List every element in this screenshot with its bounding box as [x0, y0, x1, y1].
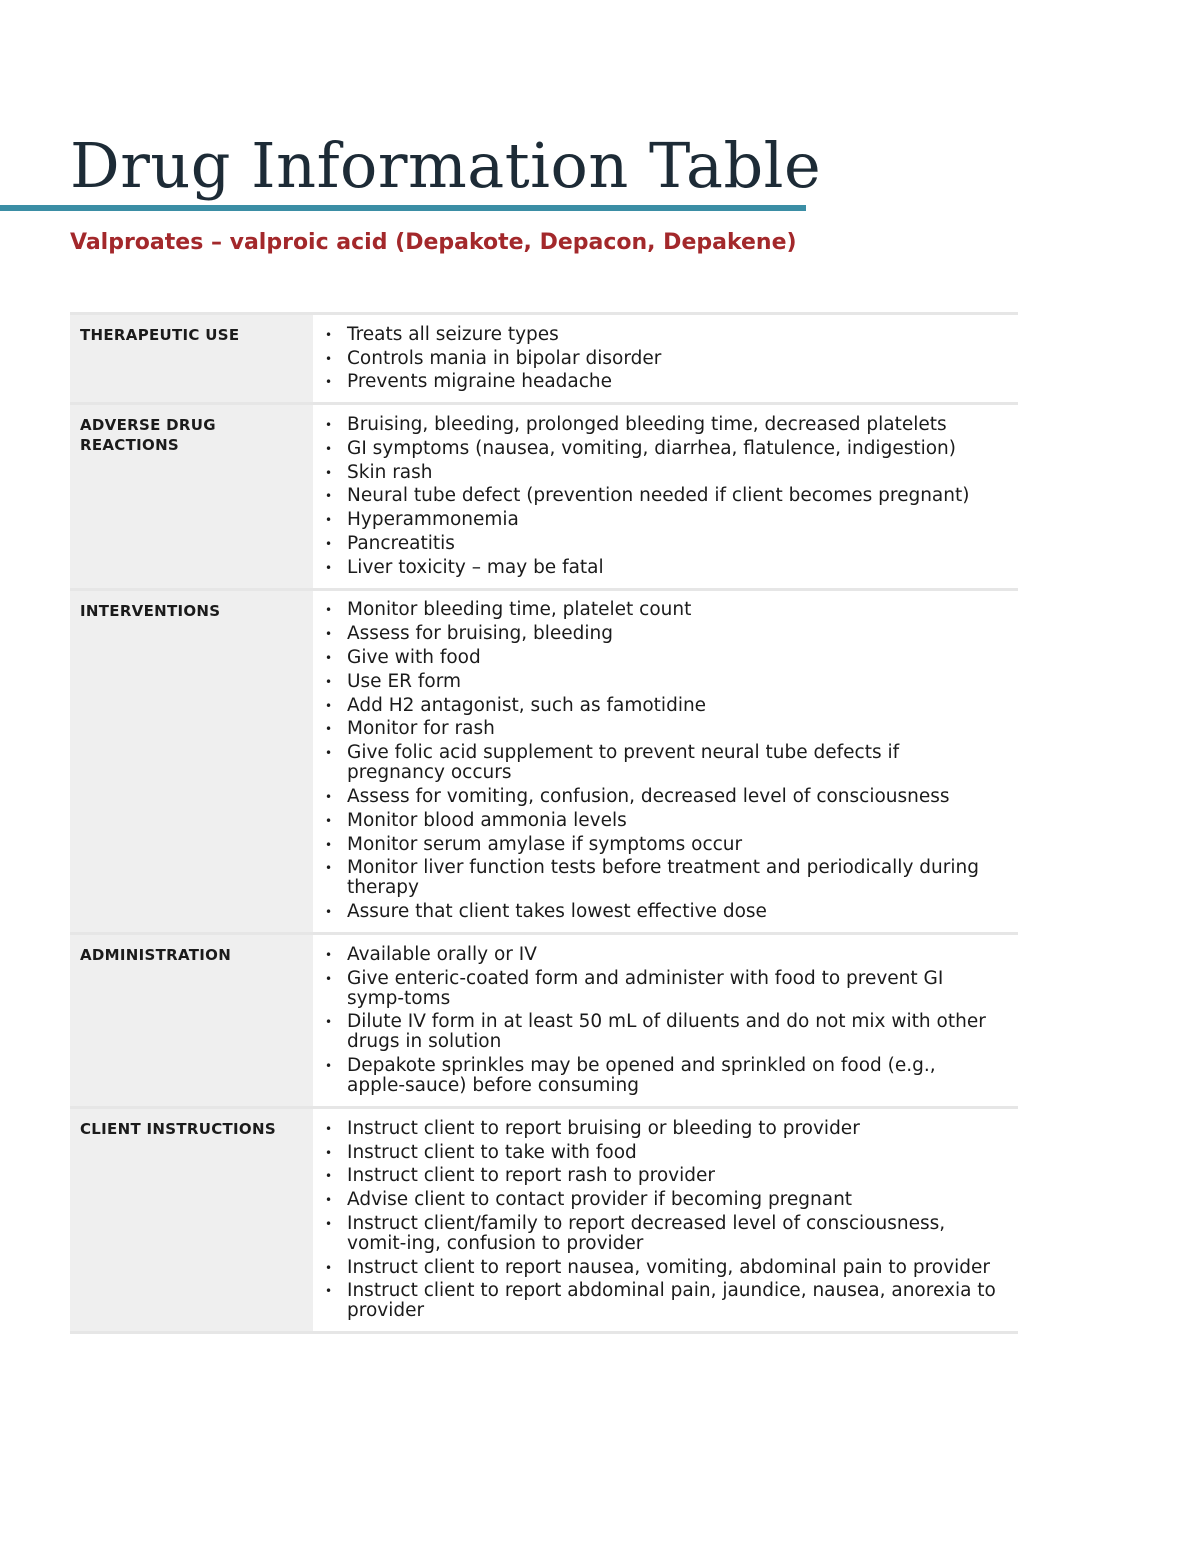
row-bullet-list: [313, 1109, 1018, 1331]
list-item: • Instruct client to report rash to provider: [347, 1166, 998, 1186]
list-item: • Assess for vomiting, confusion, decreased level of consciousness: [347, 787, 998, 807]
row-label: CLIENT INSTRUCTIONS: [80, 1119, 276, 1138]
list-item: • Use ER form: [347, 672, 998, 692]
list-item: • Give with food: [347, 648, 998, 668]
list-item: • Instruct client/family to report decreased level of consciousness, vomit-ing, confusion to provider: [347, 1214, 998, 1254]
list-item: • Available orally or IV: [347, 945, 998, 965]
list-item: • Monitor blood ammonia levels: [347, 811, 998, 831]
list-item: • Add H2 antagonist, such as famotidine: [347, 696, 998, 716]
list-item: • Bruising, bleeding, prolonged bleeding time, decreased platelets: [347, 415, 998, 435]
list-item: • Depakote sprinkles may be opened and sprinkled on food (e.g., apple-sauce) before consuming: [347, 1056, 998, 1096]
list-item: • Neural tube defect (prevention needed if client becomes pregnant): [347, 486, 998, 506]
list-item: • Assess for bruising, bleeding: [347, 624, 998, 644]
list-item: • Monitor serum amylase if symptoms occur: [347, 835, 998, 855]
table-row-adverse-drug-reactions: [70, 402, 1018, 587]
row-bullet-list: [313, 315, 1018, 402]
drug-info-table: [70, 312, 1018, 1334]
drug-subtitle: Valproates – valproic acid (Depakote, Depacon, Depakene): [70, 230, 797, 255]
list-item: • GI symptoms (nausea, vomiting, diarrhea, flatulence, indigestion): [347, 439, 998, 459]
list-item: • Dilute IV form in at least 50 mL of diluents and do not mix with other drugs in solution: [347, 1012, 998, 1052]
row-label: THERAPEUTIC USE: [80, 326, 240, 344]
row-label: INTERVENTIONS: [80, 601, 221, 620]
list-item: • Prevents migraine headache: [347, 372, 998, 392]
row-bullet-list: [313, 591, 1018, 932]
row-bullet-list: [313, 405, 1018, 587]
table-row-therapeutic-use: [70, 312, 1018, 402]
table-row-interventions: [70, 588, 1018, 932]
list-item: • Instruct client to report nausea, vomiting, abdominal pain to provider: [347, 1258, 998, 1278]
table-row-administration: [70, 932, 1018, 1106]
list-item: • Treats all seizure types: [347, 325, 998, 345]
page-title: Drug Information Table: [70, 129, 822, 202]
list-item: • Assure that client takes lowest effective dose: [347, 902, 998, 922]
title-underline: [0, 205, 806, 211]
list-item: • Instruct client to report bruising or bleeding to provider: [347, 1119, 998, 1139]
list-item: • Instruct client to report abdominal pain, jaundice, nausea, anorexia to provider: [347, 1281, 998, 1321]
list-item: • Monitor liver function tests before treatment and periodically during therapy: [347, 858, 998, 898]
list-item: • Pancreatitis: [347, 534, 998, 554]
list-item: • Controls mania in bipolar disorder: [347, 349, 998, 369]
table-row-client-instructions: [70, 1106, 1018, 1334]
row-label: ADMINISTRATION: [80, 945, 232, 964]
list-item: • Skin rash: [347, 463, 998, 483]
list-item: • Give enteric-coated form and administer with food to prevent GI symp-toms: [347, 969, 998, 1009]
list-item: • Monitor for rash: [347, 719, 998, 739]
list-item: • Hyperammonemia: [347, 510, 998, 530]
list-item: • Liver toxicity – may be fatal: [347, 558, 998, 578]
row-bullet-list: [313, 935, 1018, 1106]
list-item: • Give folic acid supplement to prevent neural tube defects if pregnancy occurs: [347, 743, 998, 783]
list-item: • Monitor bleeding time, platelet count: [347, 600, 998, 620]
row-label: ADVERSE DRUG REACTIONS: [80, 416, 216, 455]
list-item: • Advise client to contact provider if becoming pregnant: [347, 1190, 998, 1210]
list-item: • Instruct client to take with food: [347, 1143, 998, 1163]
